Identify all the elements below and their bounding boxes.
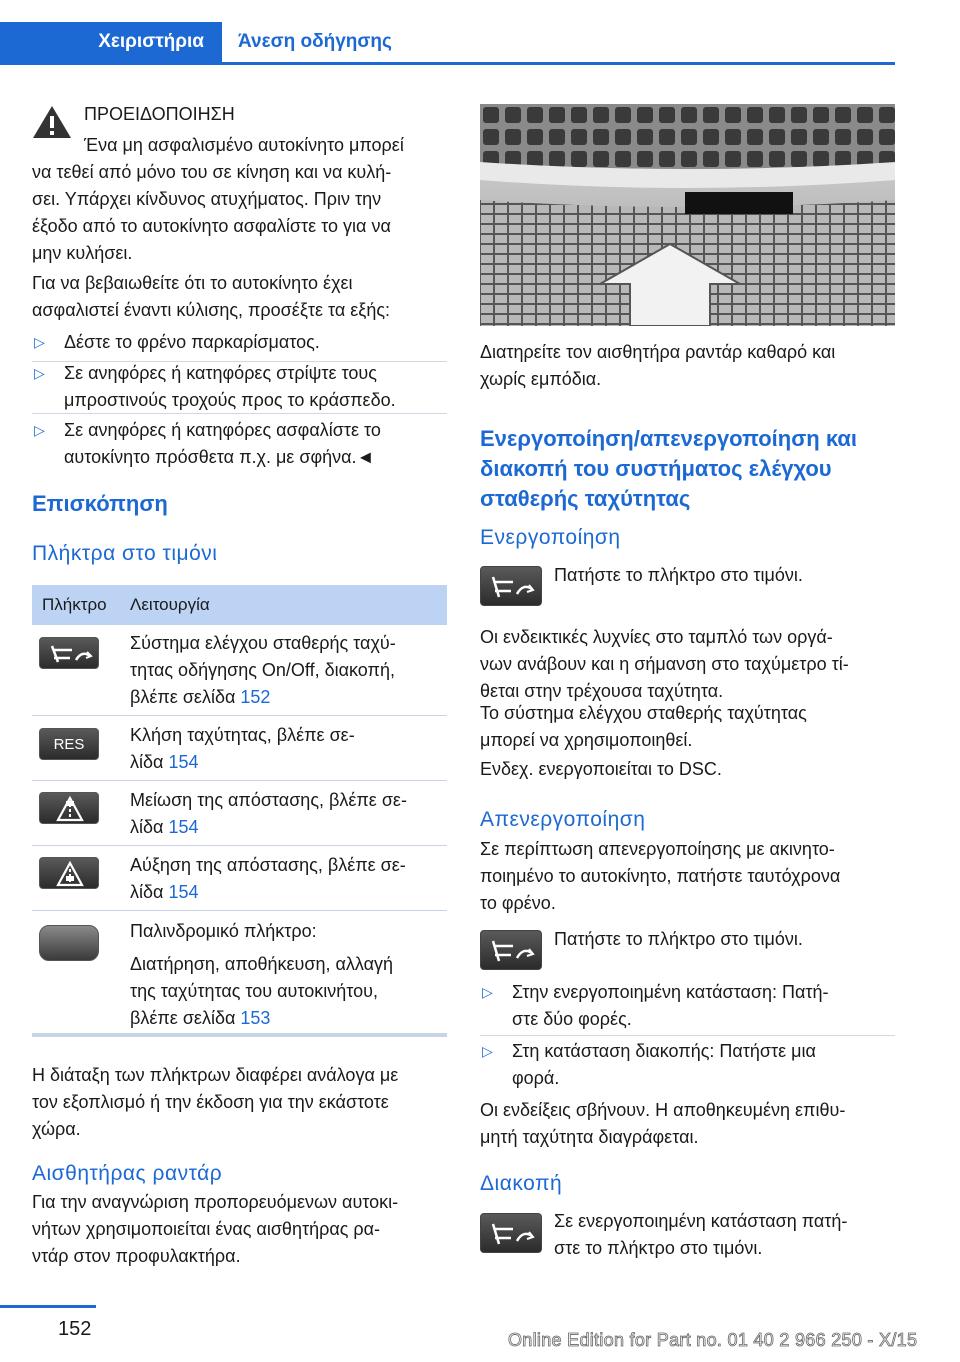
bullet-item <box>32 329 447 356</box>
divider <box>32 413 447 414</box>
system-ready-text <box>480 700 895 754</box>
text-line: βλέπε σελίδα <box>130 687 241 707</box>
dsc-note: Ενδεχ. ενεργοποιείται το DSC. <box>480 759 722 779</box>
section-title-overview: Επισκόπηση <box>32 491 168 516</box>
text-line: Οι ενδείξεις σβήνουν. Η αποθηκευμένη επιθυ- <box>480 1100 846 1120</box>
text-line: μητή ταχύτητα διαγράφεται. <box>480 1127 699 1147</box>
res-button-icon: RES <box>39 728 99 760</box>
button-layout-note <box>32 1062 447 1143</box>
cruise-control-icon <box>480 566 542 606</box>
text-line: χώρα. <box>32 1119 81 1139</box>
page-link[interactable]: 154 <box>168 817 199 837</box>
text-line: μπροστινούς τροχούς προς το κράσπεδο. <box>64 390 396 410</box>
text-line: Στην ενεργοποιημένη κατάσταση: Πατή- <box>512 982 829 1002</box>
bullet-item <box>32 360 447 414</box>
text-line: ασφαλιστεί έναντι κύλισης, προσέξτε τα εξής: <box>32 300 391 320</box>
text-line: θεται στην τρέχουσα ταχύτητα. <box>480 681 724 701</box>
text-line: νων ανάβουν και η σήμανση στο ταχύμετρο τί- <box>480 654 849 674</box>
text-line: στε το πλήκτρο στο τιμόνι. <box>554 1238 763 1258</box>
warning-line: έξοδο από το αυτοκίνητο ασφαλίστε το για να <box>32 216 391 236</box>
rolling-intro <box>32 270 447 324</box>
text-line: Σε ενεργοποιημένη κατάσταση πατή- <box>554 1211 848 1231</box>
warning-text <box>32 132 447 267</box>
text-line: νήτων χρησιμοποιείται ένας αισθητήρας ρα- <box>32 1219 381 1239</box>
footer-accent-line <box>0 1305 96 1308</box>
cruise-control-icon <box>480 1213 542 1253</box>
press-button-text: Πατήστε το πλήκτρο στο τιμόνι. <box>554 565 803 585</box>
warning-line: μην κυλήσει. <box>32 243 133 263</box>
warning-title: ΠΡΟΕΙΔΟΠΟΙΗΣΗ <box>84 104 235 124</box>
text-line: Κλήση ταχύτητας, βλέπε σε- <box>130 725 355 745</box>
text-line: Διατηρείτε τον αισθητήρα ραντάρ καθαρό και <box>480 342 836 362</box>
table-header <box>32 585 447 625</box>
bullet-triangle-icon: ▷ <box>34 365 45 381</box>
text-line: χωρίς εμπόδια. <box>480 369 602 389</box>
text-line: Για την αναγνώριση προπορευόμενων αυτοκι- <box>32 1192 399 1212</box>
footer-edition-text: Online Edition for Part no. 01 40 2 966 250 - X/15 <box>508 1330 918 1350</box>
text-line: το φρένο. <box>480 893 556 913</box>
table-row <box>130 722 445 776</box>
table-row <box>130 852 445 906</box>
subsection-title-steering-buttons: Πλήκτρα στο τιμόνι <box>32 542 218 565</box>
subsection-title-radar: Αισθητήρας ραντάρ <box>32 1162 223 1185</box>
warning-line: να τεθεί από μόνο του σε κίνηση και να κυλή- <box>32 162 392 182</box>
page-link[interactable]: 152 <box>240 687 271 707</box>
page-number: 152 <box>58 1318 92 1340</box>
text-line: της ταχύτητας του αυτοκινήτου, <box>130 981 378 1001</box>
text-line: αυτοκίνητο πρόσθετα π.χ. με σφήνα.◄ <box>64 447 375 467</box>
page-link[interactable]: 154 <box>168 882 199 902</box>
table-row <box>130 787 445 841</box>
bullet-item <box>480 979 895 1033</box>
table-row <box>130 918 445 1032</box>
text-line: τητας οδήγησης On/Off, διακοπή, <box>130 660 395 680</box>
text-line: Για να βεβαιωθείτε ότι το αυτοκίνητο έχει <box>32 273 353 293</box>
text-line: στε δύο φορές. <box>512 1009 632 1029</box>
table-row-divider <box>32 910 447 911</box>
column-header-button: Πλήκτρο <box>42 595 107 614</box>
text-line: λίδα <box>130 817 169 837</box>
text-line: Το σύστημα ελέγχου σταθερής ταχύτητας <box>480 703 807 723</box>
text-line: Σε περίπτωση απενεργοποίησης με ακινητο- <box>480 839 835 859</box>
displays-off-text <box>480 1097 895 1151</box>
text-line: Ενεργοποίηση/απενεργοποίηση και <box>480 426 857 451</box>
text-line: Παλινδρομικό πλήκτρο: <box>130 921 317 941</box>
warning-line: Ένα μη ασφαλισμένο αυτοκίνητο μπορεί <box>84 135 404 155</box>
text-line: Σύστημα ελέγχου σταθερής ταχύ- <box>130 633 396 653</box>
text-line: ποιημένο το αυτοκίνητο, πατήστε ταυτόχρονα <box>480 866 841 886</box>
table-row-divider <box>32 845 447 846</box>
divider <box>480 1035 895 1036</box>
text-line: Αύξηση της απόστασης, βλέπε σε- <box>130 855 406 875</box>
distance-decrease-icon <box>39 792 99 824</box>
chapter-tab-controls[interactable]: Χειριστήρια <box>0 22 222 62</box>
page-link[interactable]: 154 <box>168 752 199 772</box>
text-line: Σε ανηφόρες ή κατηφόρες στρίψτε τους <box>64 363 377 383</box>
subsection-title-interrupt: Διακοπή <box>480 1172 563 1195</box>
bullet-triangle-icon: ▷ <box>34 422 45 438</box>
press-button-text: Πατήστε το πλήκτρο στο τιμόνι. <box>554 929 803 949</box>
interrupt-description <box>554 1208 895 1262</box>
column-header-function: Λειτουργία <box>130 595 210 614</box>
radar-sensor-photo <box>480 104 895 326</box>
text-line: βλέπε σελίδα <box>130 1008 241 1028</box>
section-title-activation <box>480 424 895 514</box>
text-line: φορά. <box>512 1068 560 1088</box>
distance-increase-icon <box>39 857 99 889</box>
text-line: Διατήρηση, αποθήκευση, αλλαγή <box>130 954 394 974</box>
text-line: λίδα <box>130 752 169 772</box>
bullet-item <box>32 417 447 471</box>
text-line: λίδα <box>130 882 169 902</box>
table-bottom-border <box>32 1033 447 1037</box>
subsection-title-disable: Απενεργοποίηση <box>480 808 646 831</box>
table-row <box>130 630 445 711</box>
bullet-triangle-icon: ▷ <box>482 1043 493 1059</box>
table-row-divider <box>32 715 447 716</box>
text-line: τον εξοπλισμό ή την έκδοση για την εκάστοτε <box>32 1092 389 1112</box>
page-header <box>0 0 895 65</box>
text-line: Στη κατάσταση διακοπής: Πατήστε μια <box>512 1041 816 1061</box>
bullet-triangle-icon: ▷ <box>482 984 493 1000</box>
radar-description <box>32 1189 447 1270</box>
activation-description <box>480 624 895 705</box>
photo-caption <box>480 339 895 393</box>
text-line: μπορεί να χρησιμοποιηθεί. <box>480 730 693 750</box>
text-line: Σε ανηφόρες ή κατηφόρες ασφαλίστε το <box>64 420 381 440</box>
text-line: σταθερής ταχύτητας <box>480 486 691 511</box>
text-line: Η διάταξη των πλήκτρων διαφέρει ανάλογα με <box>32 1065 399 1085</box>
text-line: Δέστε το φρένο παρκαρίσματος. <box>64 332 320 352</box>
text-line: διακοπή του συστήματος ελέγχου <box>480 456 832 481</box>
warning-line: σει. Υπάρχει κίνδυνος ατυχήματος. Πριν την <box>32 189 382 209</box>
text-line: ντάρ στον προφυλακτήρα. <box>32 1246 241 1266</box>
deactivation-description <box>480 836 895 917</box>
bullet-triangle-icon: ▷ <box>34 334 45 350</box>
text-line: Οι ενδεικτικές λυχνίες στο ταμπλό των οργά- <box>480 627 833 647</box>
chapter-tab-driving-comfort[interactable]: Άνεση οδήγησης <box>238 31 392 52</box>
cruise-control-icon <box>39 637 99 669</box>
bullet-item <box>480 1038 895 1092</box>
cruise-control-icon <box>480 930 542 970</box>
rocker-switch-icon <box>39 925 99 961</box>
text-line: Μείωση της απόστασης, βλέπε σε- <box>130 790 407 810</box>
table-row-divider <box>32 780 447 781</box>
page-link[interactable]: 153 <box>240 1008 271 1028</box>
subsection-title-enable: Ενεργοποίηση <box>480 526 621 549</box>
